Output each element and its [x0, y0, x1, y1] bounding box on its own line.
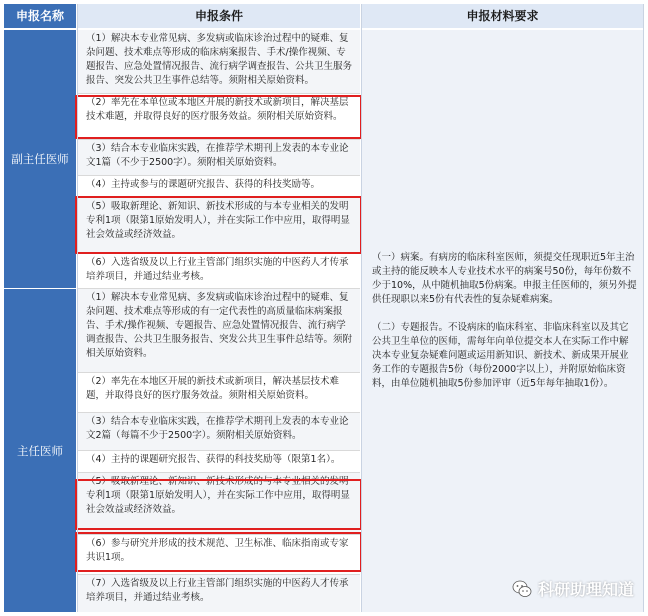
watermark-text: 科研助理知道 — [537, 580, 634, 599]
header-conditions: 申报条件 — [78, 4, 360, 28]
deputy-item-1: （1）解决本专业常见病、多发病或临床诊治过程中的疑难、复杂问题、技术难点等形成的临床病案报告、手术/操作视频、专题报告、应急处置情况报告、流行病学调查报告、公共卫生服务报告、突发公共卫生事件总结等。须附相关原始资料。 — [78, 30, 360, 94]
chief-item-4: （4）主持的课题研究报告、获得的科技奖励等（限第1名）。 — [78, 451, 360, 473]
chief-item-6: （6）参与研究并形成的技术规范、卫生标准、临床指南或专家共识1项。 — [78, 535, 360, 575]
materials-case-records: （一）病案。有病房的临床科室医师，须提交任现职近5年主治或主持的能反映本人专业技术水平的病案号50份，每年份数不少于10%，从中随机抽取5份病案。申报主任医师的，须另外提供任现职以来5份有代表性的复杂疑难病案。 — [372, 252, 637, 305]
chief-item-7: （7）入选省级及以上行业主管部门组织实施的中医药人才传承培养项目，并通过结业考核。 — [78, 575, 360, 612]
deputy-item-3: （3）结合本专业临床实践，在推荐学术期刊上发表的本专业论文1篇（不少于2500字）。须附相关原始资料。 — [78, 140, 360, 176]
conditions-column — [78, 30, 360, 612]
grid-divider — [361, 4, 362, 612]
chief-item-5: （5）吸取新理论、新知识、新技术形成的与本专业相关的发明专利1项（限第1原始发明人），并在实际工作中应用，取得明显社会效益或经济效益。 — [78, 473, 360, 535]
header-materials: 申报材料要求 — [362, 4, 643, 28]
group-chief-label: 主任医师 — [17, 443, 63, 458]
watermark — [512, 577, 634, 600]
group-deputy-chief-physician — [4, 30, 76, 288]
materials-topic-reports: （二）专题报告。不设病床的临床科室、非临床科室以及其它公共卫生单位的医师，需每年向单位提交本人在实际工作中解决本专业复杂疑难问题或运用新知识、新技术、新成果开展业务工作的专题报告5份（每份2000字以上），并附原始临床资料，由单位随机抽取5份参加评审（近5年每年抽取1份）。 — [372, 322, 629, 389]
grid-divider — [77, 4, 78, 612]
grid-divider — [643, 4, 644, 612]
chief-item-3: （3）结合本专业临床实践，在推荐学术期刊上发表的本专业论文2篇（每篇不少于2500字）。须附相关原始资料。 — [78, 413, 360, 451]
wechat-icon — [512, 579, 532, 599]
deputy-item-5: （5）吸取新理论、新知识、新技术形成的与本专业相关的发明专利1项（限第1原始发明人），并在实际工作中应用，取得明显社会效益或经济效益。 — [78, 198, 360, 254]
chief-item-2: （2）率先在本地区开展的新技术或新项目，解决基层技术难题，并取得良好的医疗服务效益。须附相关原始资料。 — [78, 373, 360, 413]
deputy-item-4: （4）主持或参与的课题研究报告、获得的科技奖励等。 — [78, 176, 360, 198]
group-chief-physician — [4, 289, 76, 612]
group-deputy-label: 副主任医师 — [11, 152, 69, 166]
deputy-item-6: （6）入选省级及以上行业主管部门组织实施的中医药人才传承培养项目，并通过结业考核。 — [78, 254, 360, 289]
chief-item-1: （1）解决本专业常见病、多发病或临床诊治过程中的疑难、复杂问题、技术难点等形成的有一定代表性的高质量临床病案报告、手术/操作视频、专题报告、应急处置情况报告、流行病学调查报告、公共卫生服务报告、突发公共卫生事件总结等。须附相关原始资料。 — [78, 289, 360, 373]
deputy-item-2: （2）率先在本单位或本地区开展的新技术或新项目，解决基层技术难题，并取得良好的医疗服务效益。须附相关原始资料。 — [78, 94, 360, 140]
header-name: 申报名称 — [4, 4, 76, 28]
materials-column — [362, 30, 643, 612]
